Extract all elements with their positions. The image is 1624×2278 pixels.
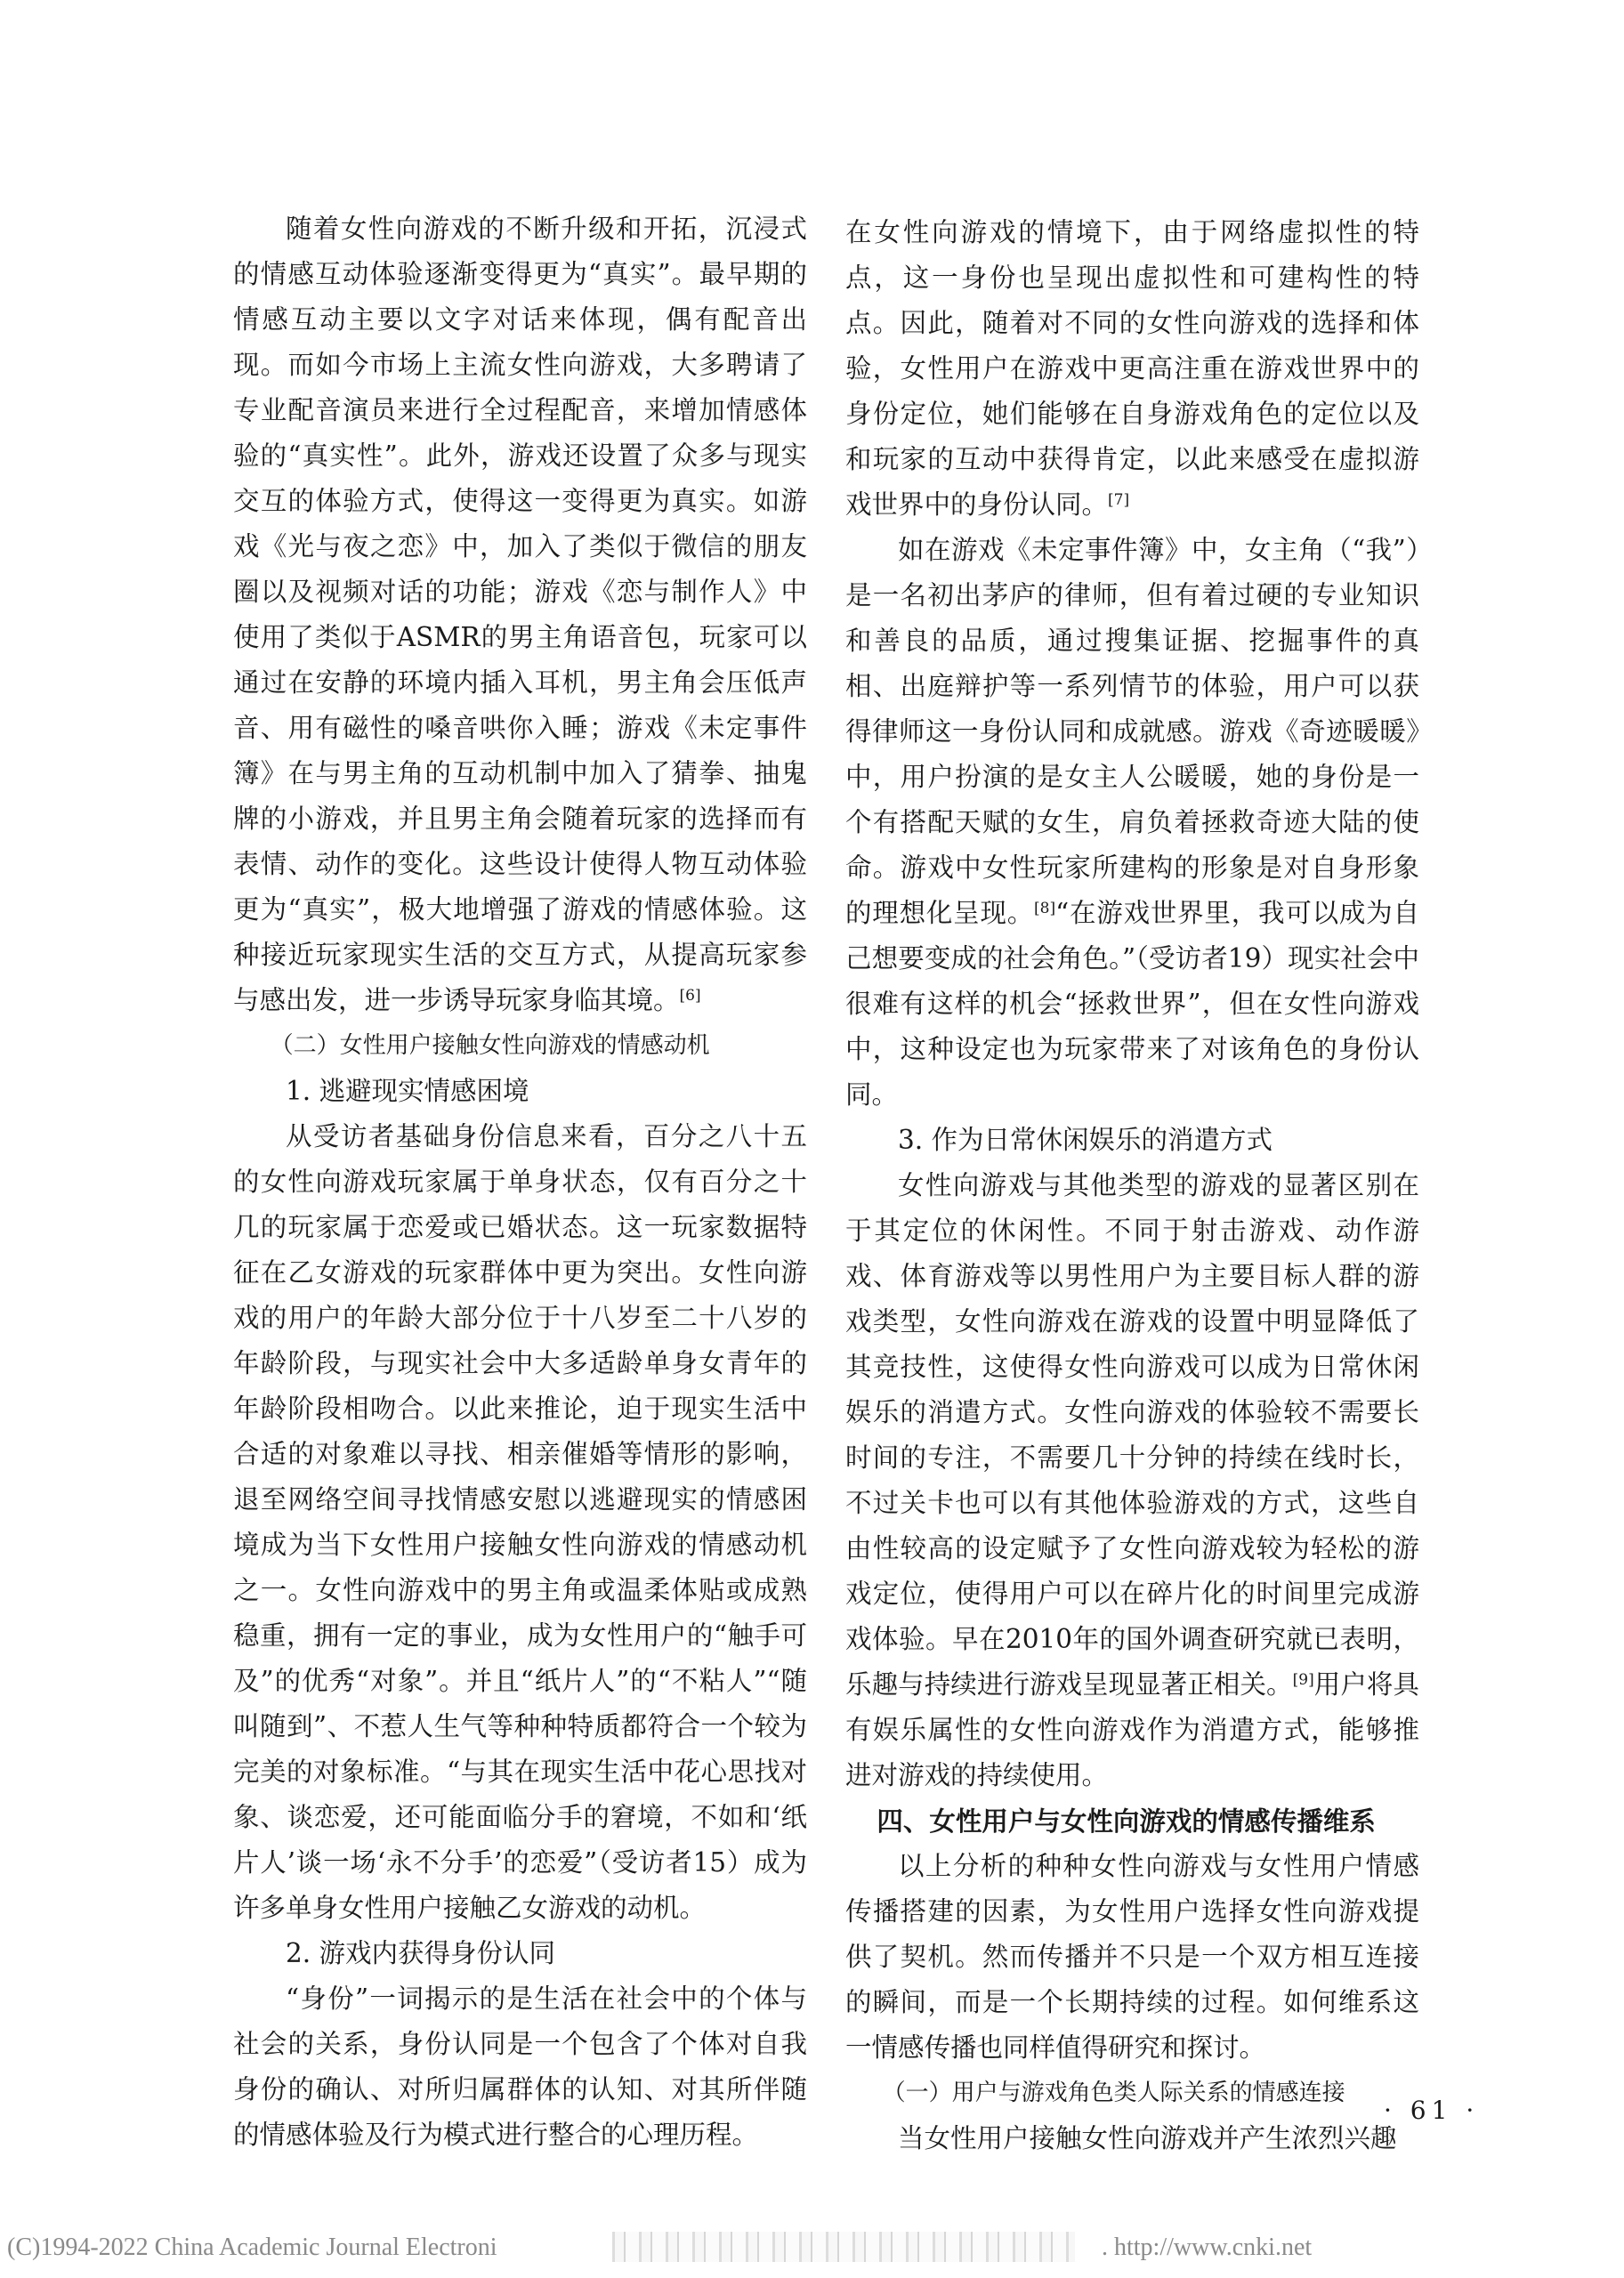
subheading-leisure: 3. 作为日常休闲娱乐的消遣方式: [898, 1125, 1273, 1155]
paragraph-identity: “身份”一词揭示的是生活在社会中的个体与社会的关系，身份认同是一个包含了个体对自我身份的确认、对所归属群体的认知、对其所伴随的情感体验及行为模式进行整合的心理历程。: [233, 1983, 807, 2150]
citation-8: [8]: [1034, 900, 1056, 917]
right-column: [845, 210, 1419, 2161]
section-heading-emotional-motives: （二）女性用户接触女性向游戏的情感动机: [270, 1032, 710, 1059]
paragraph-leisure: 女性向游戏与其他类型的游戏的显著区别在于其定位的休闲性。不同于射击游戏、动作游戏、体育游戏等以男性用户为主要目标人群的游戏类型，女性向游戏在游戏的设置中明显降低了其竞技性，这使得女性向游戏可以成为日常休闲娱乐的消遣方式。女性向游戏的体验较不需要长时间的专注，不需要几十分钟的持续在线时长，不过关卡也可以有其他体验游戏的方式，这些自由性较高的设定赋予了女性向游戏较为轻松的游戏定位，使得用户可以在碎片化的时间里完成游戏体验。早在2010年的国外调查研究就已表明，乐趣与持续进行游戏呈现显著正相关。[9]用户将具有娱乐属性的女性向游戏作为消遣方式，能够推进对游戏的持续使用。: [845, 1170, 1419, 1790]
paragraph-escape: 从受访者基础身份信息来看，百分之八十五的女性向游戏玩家属于单身状态，仅有百分之十几的玩家属于恋爱或已婚状态。这一玩家数据特征在乙女游戏的玩家群体中更为突出。女性向游戏的用户的年龄大部分位于十八岁至二十八岁的年龄阶段，与现实社会中大多适龄单身女青年的年龄阶段相吻合。以此来推论，迫于现实生活中合适的对象难以寻找、相亲催婚等情形的影响，退至网络空间寻找情感安慰以逃避现实的情感困境成为当下女性用户接触女性向游戏的情感动机之一。女性向游戏中的男主角或温柔体贴或成熟稳重，拥有一定的事业，成为女性用户的“触手可及”的优秀“对象”。并且“纸片人”的“不粘人”“随叫随到”、不惹人生气等种种特质都符合一个较为完美的对象标准。“与其在现实生活中花心思找对象、谈恋爱，还可能面临分手的窘境，不如和‘纸片人’谈一场‘永不分手’的恋爱”（受访者15）成为许多单身女性用户接触乙女游戏的动机。: [233, 1121, 807, 1923]
footer-url: . http://www.cnki.net: [1102, 2234, 1313, 2261]
citation-7: [7]: [1108, 491, 1130, 509]
footer-copyright: (C)1994-2022 China Academic Journal Electroni: [7, 2234, 497, 2261]
citation-9: [9]: [1292, 1671, 1314, 1689]
paragraph-identity-continued: 在女性向游戏的情境下，由于网络虚拟性的特点，这一身份也呈现出虚拟性和可建构性的特点。因此，随着对不同的女性向游戏的选择和体验，女性用户在游戏中更高注重在游戏世界中的身份定位，她们能够在自身游戏角色的定位以及和玩家的互动中获得肯定，以此来感受在虚拟游戏世界中的身份认同。[7]: [845, 217, 1419, 520]
citation-6: [6]: [679, 987, 701, 1005]
paragraph-immersive: 随着女性向游戏的不断升级和开拓，沉浸式的情感互动体验逐渐变得更为“真实”。最早期的情感互动主要以文字对话来体现，偶有配音出现。而如今市场上主流女性向游戏，大多聘请了专业配音演员来进行全过程配音，来增加情感体验的“真实性”。此外，游戏还设置了众多与现实交互的体验方式，使得这一变得更为真实。如游戏《光与夜之恋》中，加入了类似于微信的朋友圈以及视频对话的功能；游戏《恋与制作人》中使用了类似于ASMR的男主角语音包，玩家可以通过在安静的环境内插入耳机，男主角会压低声音、用有磁性的嗓音哄你入睡；游戏《未定事件簿》在与男主角的互动机制中加入了猜拳、抽鬼牌的小游戏，并且男主角会随着玩家的选择而有表情、动作的变化。这些设计使得人物互动体验更为“真实”，极大地增强了游戏的情感体验。这种接近玩家现实生活的交互方式，从提高玩家参与感出发，进一步诱导玩家身临其境。[6]: [233, 214, 807, 1015]
paragraph-parasocial: 当女性用户接触女性向游戏并产生浓烈兴趣: [898, 2123, 1397, 2153]
paragraph-maintenance: 以上分析的种种女性向游戏与女性用户情感传播搭建的因素，为女性用户选择女性向游戏提供了契机。然而传播并不只是一个双方相互连接的瞬间，而是一个长期持续的过程。如何维系这一情感传播也同样值得研究和探讨。: [845, 1851, 1419, 2063]
section-heading-maintenance: 四、女性用户与女性向游戏的情感传播维系: [877, 1805, 1376, 1837]
subheading-escape: 1. 逃避现实情感困境: [286, 1076, 529, 1106]
paragraph-game-examples: 如在游戏《未定事件簿》中，女主角（“我”）是一名初出茅庐的律师，但有着过硬的专业知识和善良的品质，通过搜集证据、挖掘事件的真相、出庭辩护等一系列情节的体验，用户可以获得律师这一身份认同和成就感。游戏《奇迹暖暖》中，用户扮演的是女主人公暖暖，她的身份是一个有搭配天赋的女生，肩负着拯救奇迹大陆的使命。游戏中女性玩家所建构的形象是对自身形象的理想化呈现。[8]“在游戏世界里，我可以成为自己想要变成的社会角色。”（受访者19）现实社会中很难有这样的机会“拯救世界”，但在女性向游戏中，这种设定也为玩家带来了对该角色的身份认同。: [845, 535, 1419, 1110]
subheading-identity: 2. 游戏内获得身份认同: [286, 1938, 556, 1968]
left-column: [233, 206, 807, 2158]
page-number: · 61 ·: [1384, 2096, 1480, 2125]
watermark-overlay: [612, 2232, 1075, 2262]
section-heading-parasocial: （一）用户与游戏角色类人际关系的情感连接: [882, 2080, 1345, 2106]
